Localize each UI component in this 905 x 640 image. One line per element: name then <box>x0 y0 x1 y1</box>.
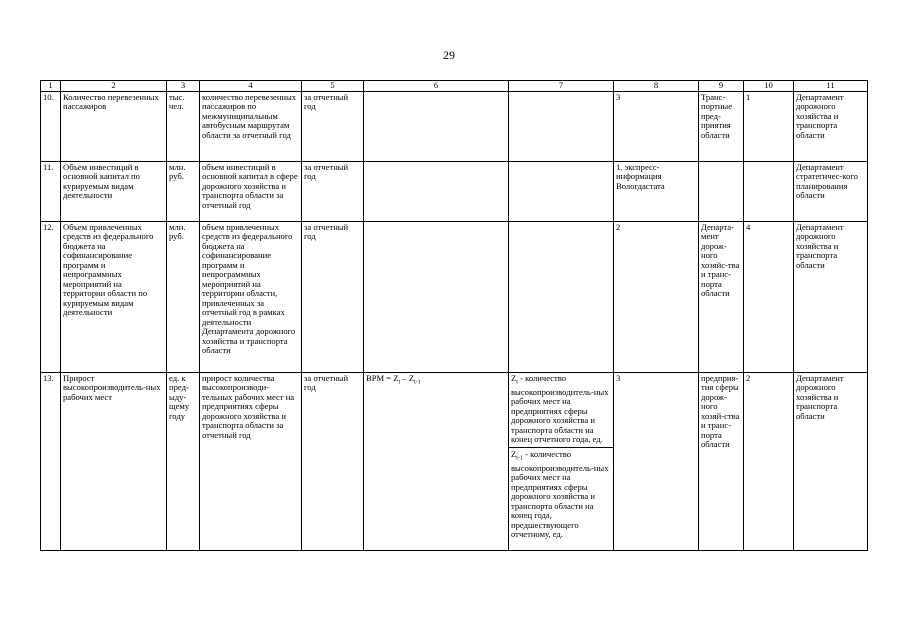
header-cell: 2 <box>61 81 167 92</box>
variables <box>509 91 614 161</box>
formula-main: ВРМ = Z <box>366 372 399 383</box>
source: 3 <box>614 91 699 161</box>
department: Департамент дорожного хозяйства и транспорта области <box>794 372 868 550</box>
formula <box>364 221 509 372</box>
indicator-name: Объем инвестиций в основной капитал по курируемым видам деятельности <box>61 161 167 221</box>
variables <box>509 221 614 372</box>
formula-subscript: t-1 <box>414 379 421 386</box>
formula-mid: – Z <box>400 372 415 383</box>
variable-definition: $Z_t$ - количество высокопроизводитель-ных рабочих мест на предприятиях сферы дорожного хозяйства и транспорта области на конец отчетного года, ед. <box>509 374 613 448</box>
variable-definition: $Z_{t-1}$ - количество высокопроизводитель-ных рабочих мест на предприятиях сферы дорожного хозяйства и транспорта области на конец года, предшествующего отчетному, ед. <box>511 448 609 540</box>
responsible: предприя-тия сферы дорож-ного хозяй-ства и транс-порта области <box>699 372 744 550</box>
table-row <box>41 372 868 550</box>
unit: млн. руб. <box>167 221 200 372</box>
table-row <box>41 161 868 221</box>
responsible <box>699 161 744 221</box>
formula-subscript: t <box>398 379 401 386</box>
col10: 2 <box>744 372 794 550</box>
indicator-name: Количество перевезенных пассажиров <box>61 91 167 161</box>
formula <box>364 161 509 221</box>
definition: объем привлеченных средств из федерального бюджета на софинансирование программ и непрограммных мероприятий на территории области, привлеченных за отчетный год в рамках деятельности Департамента дорожного хозяйства и транспорта области <box>200 221 302 372</box>
responsible: Транс-портные пред-приятия области <box>699 91 744 161</box>
indicators-table <box>40 80 868 551</box>
department: Департамент дорожного хозяйства и транспорта области <box>794 91 868 161</box>
header-cell: 7 <box>509 81 614 92</box>
row-number: 12. <box>41 221 61 372</box>
indicator-name: Объем привлеченных средств из федерального бюджета на софинансирование программ и непрограммных мероприятий на территории области по курируемым видам деятельности <box>61 221 167 372</box>
unit: тыс. чел. <box>167 91 200 161</box>
definition: объем инвестиций в основной капитал в сфере дорожного хозяйства и транспорта области за отчетный год <box>200 161 302 221</box>
header-row <box>41 81 868 92</box>
unit: ед. к пред-ыду-щему году <box>167 372 200 550</box>
formula <box>364 372 509 550</box>
period: за отчетный год <box>302 161 364 221</box>
variables <box>509 161 614 221</box>
source: 1, экспресс-информация Вологдастата <box>614 161 699 221</box>
col10 <box>744 161 794 221</box>
header-cell: 11 <box>794 81 868 92</box>
row-number: 11. <box>41 161 61 221</box>
row-number: 10. <box>41 91 61 161</box>
header-cell: 6 <box>364 81 509 92</box>
source: 2 <box>614 221 699 372</box>
row-number: 13. <box>41 372 61 550</box>
department: Департамент дорожного хозяйства и транспорта области <box>794 221 868 372</box>
formula <box>364 91 509 161</box>
unit: млн. руб. <box>167 161 200 221</box>
col10: 4 <box>744 221 794 372</box>
col10: 1 <box>744 91 794 161</box>
header-cell: 9 <box>699 81 744 92</box>
period: за отчетный год <box>302 91 364 161</box>
header-cell: 5 <box>302 81 364 92</box>
definition: количество перевезенных пассажиров по межмуниципальным автобусным маршрутам области за отчетный год <box>200 91 302 161</box>
definition: прирост количества высокопроизводи-тельных рабочих мест на предприятиях сферы дорожного хозяйства и транспорта области за отчетный год <box>200 372 302 550</box>
header-cell: 3 <box>167 81 200 92</box>
table-row <box>41 91 868 161</box>
responsible: Департа-мент дорож-ного хозяйс-тва и транс-порта области <box>699 221 744 372</box>
source: 3 <box>614 372 699 550</box>
header-cell: 10 <box>744 81 794 92</box>
department: Департамент стратегичес-кого планирования области <box>794 161 868 221</box>
variables <box>509 372 614 550</box>
period: за отчетный год <box>302 372 364 550</box>
table-row <box>41 221 868 372</box>
indicator-name: Прирост высокопроизводитель-ных рабочих мест <box>61 372 167 550</box>
header-cell: 1 <box>41 81 61 92</box>
header-cell: 8 <box>614 81 699 92</box>
page-number: 29 <box>443 48 455 62</box>
period: за отчетный год <box>302 221 364 372</box>
header-cell: 4 <box>200 81 302 92</box>
